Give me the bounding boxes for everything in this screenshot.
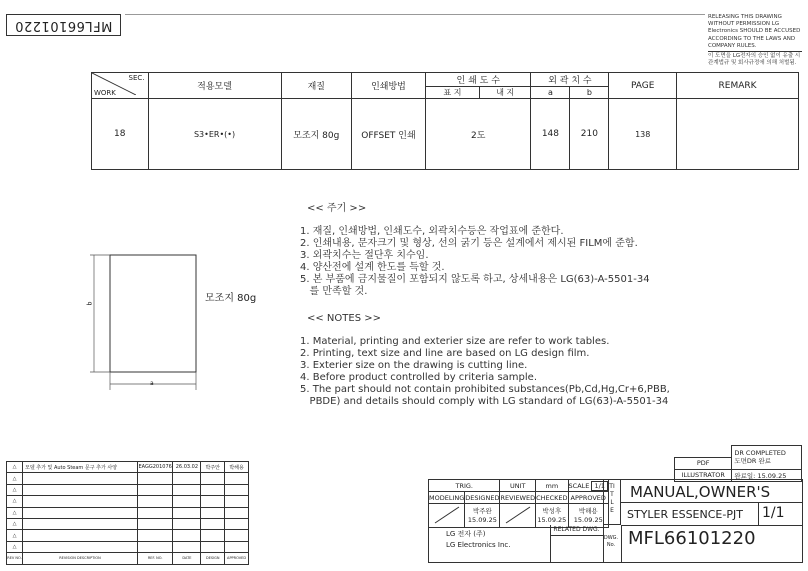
mm-label: mm xyxy=(536,480,568,492)
sheet-number: 1/1 xyxy=(762,505,785,521)
revision-row xyxy=(7,507,249,518)
note-ko-line: 4. 양산전에 설계 한도를 득할 것. xyxy=(300,262,445,273)
a-header: a xyxy=(531,87,570,99)
rev-by: 박주안 xyxy=(201,462,225,473)
rev-footer-ref: REF. NO. xyxy=(137,553,173,564)
outer-size-header: 외 곽 치 수 xyxy=(531,73,609,87)
a-cell: 148 xyxy=(531,99,570,170)
unit-label: UNIT xyxy=(500,480,536,492)
related-dwg-label: RELATED DWG. xyxy=(550,525,603,536)
work-label: WORK xyxy=(94,89,116,97)
dwg-no-label: DWG. No. xyxy=(603,535,619,548)
revision-row xyxy=(7,496,249,507)
completed-date-label: 완료일 xyxy=(734,471,754,480)
note-en-line: 2. Printing, text size and line are based on LG design film. xyxy=(300,348,590,359)
work-cell: 18 xyxy=(92,99,149,170)
reviewed-sign xyxy=(500,504,536,528)
confidentiality-notice xyxy=(708,14,802,67)
completed-date-cell: 완료일: 15.09.25 xyxy=(732,469,802,481)
notice-english: RELEASING THIS DRAWING WITHOUT PERMISSION LG Electronics SHOULD BE ACCUSED ACCORDING TO THE LAWS AND COMPANY RULES. xyxy=(708,14,801,49)
note-ko-line: 1. 재질, 인쇄방법, 인쇄도수, 외곽치수등은 작업표에 준한다. xyxy=(300,226,564,237)
model-header: 적용모델 xyxy=(148,73,281,99)
approval-grid xyxy=(428,479,609,528)
checked-sign xyxy=(536,504,568,528)
pdf-label: PDF xyxy=(675,457,732,469)
approved-date: 15.09.25 xyxy=(573,515,603,524)
revision-row xyxy=(7,541,249,552)
rev-ref: EAGG201076 xyxy=(137,462,173,473)
scale-label: SCALE xyxy=(568,481,590,490)
title-divider xyxy=(621,502,803,503)
revision-row xyxy=(7,530,249,541)
model-cell: S3•ER•(•) xyxy=(148,99,281,170)
title-vertical-label: TITLE xyxy=(609,483,615,514)
rev-marker-icon: △ xyxy=(7,496,23,507)
trig-label: TRIG. xyxy=(429,480,500,492)
inner-header: 내 지 xyxy=(479,87,530,99)
notes-en-list xyxy=(300,336,680,408)
frame-top-line xyxy=(125,14,705,15)
note-en-line: PBDE) and details should comply with LG standard of LG(63)-A-5501-34 xyxy=(300,396,669,407)
rev-date: 26.03.02 xyxy=(173,462,201,473)
material-header: 재질 xyxy=(281,73,351,99)
revision-footer xyxy=(7,553,249,564)
b-cell: 210 xyxy=(570,99,609,170)
rev-marker-icon: △ xyxy=(7,507,23,518)
company-box xyxy=(428,525,551,563)
checked-name: 박성후 xyxy=(542,506,562,515)
scale-value: 1/1 xyxy=(591,481,607,491)
checked-date: 15.09.25 xyxy=(537,515,567,524)
revision-row xyxy=(7,484,249,495)
related-dwg-box xyxy=(550,525,604,563)
notes-en-heading: << NOTES >> xyxy=(307,313,381,324)
dim-label-b: b xyxy=(86,301,94,306)
dwg-no-box xyxy=(603,525,622,563)
material-cell: 모조지 80g xyxy=(281,99,351,170)
dim-label-a: a xyxy=(150,380,154,387)
note-ko-line: 5. 본 부품에 금지물질이 포함되지 않도록 하고, 상세내용은 LG(63)-A-5501-34 xyxy=(300,274,650,285)
print-method-cell: OFFSET 인쇄 xyxy=(351,99,425,170)
illustrator-label: ILLUSTRATOR xyxy=(675,469,732,481)
spec-table xyxy=(91,72,799,170)
note-ko-line: 2. 인쇄내용, 문자크기 및 형상, 선의 굵기 등은 설계에서 제시된 FILM에 준함. xyxy=(300,238,638,249)
rev-marker-icon: △ xyxy=(7,541,23,552)
rev-app: 박해용 xyxy=(225,462,249,473)
rev-desc: 모델 추가 및 Auto Steam 문구 추가 사양 xyxy=(23,462,138,473)
revision-row xyxy=(7,473,249,484)
approved-name: 박해용 xyxy=(578,506,598,515)
revision-row xyxy=(7,462,249,473)
note-en-line: 4. Before product controlled by criteria sample. xyxy=(300,372,537,383)
sec-label: SEC. xyxy=(128,74,145,82)
rev-marker-icon: △ xyxy=(7,518,23,529)
note-en-line: 1. Material, printing and exterier size are refer to work tables. xyxy=(300,336,610,347)
dr-completed-cell xyxy=(732,446,802,470)
title-line-2: STYLER ESSENCE-PJT xyxy=(627,508,743,521)
rotated-part-number: MFL66101220 xyxy=(6,14,121,36)
revision-table xyxy=(6,461,249,565)
b-header: b xyxy=(570,87,609,99)
modeling-sign xyxy=(429,504,465,528)
remark-cell xyxy=(677,99,799,170)
dr-completed-ko: 도면DR 완료 xyxy=(734,457,772,466)
part-number-divider xyxy=(621,525,803,526)
completed-date: 15.09.25 xyxy=(757,471,787,480)
company-en: LG Electronics Inc. xyxy=(446,541,511,549)
checked-label: CHECKED xyxy=(536,493,568,502)
revision-row xyxy=(7,518,249,529)
slash-mark-icon xyxy=(503,505,533,525)
rev-footer-design: DESIGN xyxy=(201,553,225,564)
modeling-label: MODELING xyxy=(429,493,465,502)
company-ko: LG 전자 (주) xyxy=(446,530,486,538)
rev-marker-icon: △ xyxy=(7,462,23,473)
title-line-1: MANUAL,OWNER'S xyxy=(630,483,771,501)
dr-status-table xyxy=(674,445,802,482)
part-number: MFL66101220 xyxy=(628,528,756,549)
dimension-diagram xyxy=(82,250,202,395)
colors-cell: 2도 xyxy=(426,99,531,170)
rev-footer-desc: REVISION DESCRIPTION xyxy=(23,553,138,564)
title-vertical-box xyxy=(603,479,621,525)
print-colors-header: 인 쇄 도 수 xyxy=(426,73,531,87)
notice-korean: 이 도면을 LG전자의 승인 없이 유출 시 관계법규 및 회사규정에 의해 처벌됨. xyxy=(708,53,801,67)
reviewed-label: REVIEWED xyxy=(500,493,536,502)
rev-marker-icon: △ xyxy=(7,484,23,495)
slash-mark-icon xyxy=(432,505,462,525)
designed-name: 박주완 xyxy=(472,506,492,515)
designed-label: DESIGNED xyxy=(465,493,500,502)
rev-footer-approved: APPROVED xyxy=(225,553,249,564)
rev-footer-no: REV NO. xyxy=(7,553,23,564)
diagram-material-label: 모조지 80g xyxy=(205,293,257,304)
note-ko-line: 3. 외곽치수는 절단후 치수임. xyxy=(300,250,429,261)
rev-marker-icon: △ xyxy=(7,473,23,484)
rev-marker-icon: △ xyxy=(7,530,23,541)
approved-label: APPROVED xyxy=(568,492,608,504)
front-header: 표 지 xyxy=(426,87,480,99)
remark-header: REMARK xyxy=(677,73,799,99)
note-ko-line: 를 만족할 것. xyxy=(300,286,368,297)
note-en-line: 3. Exterier size on the drawing is cutting line. xyxy=(300,360,528,371)
designed-sign xyxy=(465,504,500,528)
page-header: PAGE xyxy=(609,73,677,99)
sec-work-header xyxy=(92,73,149,99)
note-en-line: 5. The part should not contain prohibited substances(Pb,Cd,Hg,Cr+6,PBB, xyxy=(300,384,670,395)
notice-divider xyxy=(708,51,802,52)
print-method-header: 인쇄방법 xyxy=(351,73,425,99)
sheet-divider xyxy=(758,502,759,525)
page-cell: 138 xyxy=(609,99,677,170)
rev-footer-date: DATE xyxy=(173,553,201,564)
notes-ko-list xyxy=(300,222,680,297)
dr-completed: DR COMPLETED xyxy=(734,449,786,458)
notes-ko-heading: << 주기 >> xyxy=(307,203,367,214)
designed-date: 15.09.25 xyxy=(467,515,497,524)
